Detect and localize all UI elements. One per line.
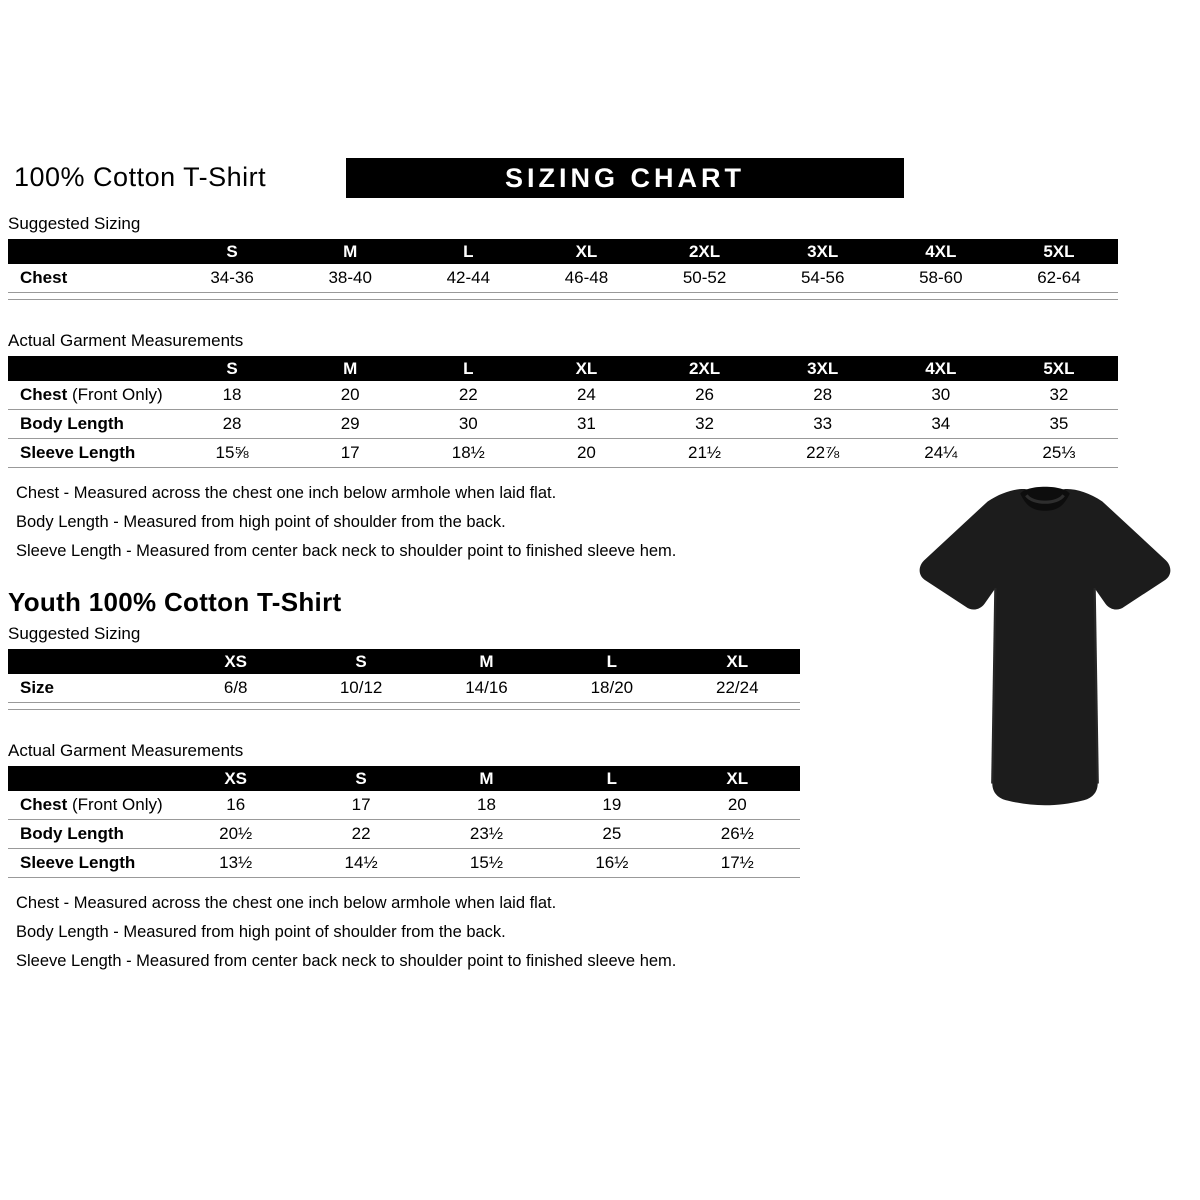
row-label-header — [8, 356, 173, 381]
measurement-value: 32 — [1000, 381, 1118, 410]
measurement-value: 15½ — [424, 849, 549, 878]
row-label: Body Length — [8, 820, 173, 849]
size-column-header: XL — [527, 356, 645, 381]
size-column-header: 3XL — [764, 239, 882, 264]
measurement-value: 24¼ — [882, 439, 1000, 468]
youth-actual-heading: Actual Garment Measurements — [8, 741, 244, 760]
size-column-header: 5XL — [1000, 239, 1118, 264]
size-column-header: S — [173, 356, 291, 381]
row-label: Body Length — [8, 410, 173, 439]
size-column-header: S — [298, 766, 423, 791]
size-table — [8, 356, 1118, 468]
adult-suggested-sizing-table — [8, 239, 1118, 300]
youth-title: Youth 100% Cotton T-Shirt — [8, 587, 342, 617]
row-label-header — [8, 766, 173, 791]
measurement-value: 35 — [1000, 410, 1118, 439]
measurement-value: 15⅝ — [173, 439, 291, 468]
youth-notes — [8, 894, 1120, 971]
note-chest: Chest - Measured across the chest one inch below armhole when laid flat. — [16, 894, 557, 912]
size-column-header: S — [173, 239, 291, 264]
row-label: Size — [8, 674, 173, 703]
measurement-value: 10/12 — [298, 674, 423, 703]
measurement-value: 62-64 — [1000, 264, 1118, 293]
page-title: 100% Cotton T-Shirt — [14, 162, 267, 192]
measurement-row — [8, 264, 1118, 293]
measurement-value: 22 — [298, 820, 423, 849]
measurement-value: 18 — [424, 791, 549, 820]
measurement-row — [8, 820, 800, 849]
measurement-value: 22/24 — [675, 674, 800, 703]
measurement-value: 30 — [409, 410, 527, 439]
measurement-value: 16½ — [549, 849, 674, 878]
title-row — [8, 158, 1120, 208]
measurement-value: 30 — [882, 381, 1000, 410]
size-table — [8, 649, 800, 703]
measurement-value: 20 — [291, 381, 409, 410]
size-column-header: L — [549, 649, 674, 674]
measurement-value: 54-56 — [764, 264, 882, 293]
measurement-value: 16 — [173, 791, 298, 820]
note-sleeve-length: Sleeve Length - Measured from center back neck to shoulder point to finished sleeve hem. — [16, 542, 677, 560]
row-label: Chest — [8, 264, 173, 293]
measurement-value: 14/16 — [424, 674, 549, 703]
size-column-header: XS — [173, 766, 298, 791]
measurement-value: 42-44 — [409, 264, 527, 293]
size-column-header: XL — [675, 649, 800, 674]
row-label: Sleeve Length — [8, 849, 173, 878]
measurement-value: 17 — [291, 439, 409, 468]
row-label: Chest (Front Only) — [8, 381, 173, 410]
measurement-value: 25 — [549, 820, 674, 849]
size-column-header: L — [409, 356, 527, 381]
measurement-row — [8, 791, 800, 820]
measurement-row — [8, 381, 1118, 410]
size-column-header: 3XL — [764, 356, 882, 381]
measurement-row — [8, 674, 800, 703]
measurement-value: 58-60 — [882, 264, 1000, 293]
size-column-header: 4XL — [882, 356, 1000, 381]
note-sleeve-length: Sleeve Length - Measured from center back neck to shoulder point to finished sleeve hem. — [16, 952, 677, 970]
row-label: Sleeve Length — [8, 439, 173, 468]
size-column-header: S — [298, 649, 423, 674]
measurement-value: 17½ — [675, 849, 800, 878]
tshirt-image — [890, 468, 1200, 848]
measurement-value: 29 — [291, 410, 409, 439]
measurement-value: 28 — [173, 410, 291, 439]
size-column-header: L — [409, 239, 527, 264]
measurement-value: 18½ — [409, 439, 527, 468]
size-table — [8, 766, 800, 878]
note-body-length: Body Length - Measured from high point of shoulder from the back. — [16, 923, 506, 941]
sizing-chart-banner — [346, 158, 904, 198]
size-column-header: XL — [527, 239, 645, 264]
measurement-value: 6/8 — [173, 674, 298, 703]
measurement-row — [8, 439, 1118, 468]
measurement-value: 22 — [409, 381, 527, 410]
row-label-header — [8, 239, 173, 264]
measurement-value: 31 — [527, 410, 645, 439]
measurement-value: 24 — [527, 381, 645, 410]
adult-suggested-heading: Suggested Sizing — [8, 214, 141, 233]
measurement-value: 21½ — [646, 439, 764, 468]
measurement-value: 26 — [646, 381, 764, 410]
measurement-value: 22⅞ — [764, 439, 882, 468]
size-column-header: 2XL — [646, 239, 764, 264]
youth-suggested-sizing-table — [8, 649, 800, 710]
measurement-row — [8, 410, 1118, 439]
adult-actual-heading: Actual Garment Measurements — [8, 331, 244, 350]
measurement-value: 50-52 — [646, 264, 764, 293]
size-column-header: XL — [675, 766, 800, 791]
measurement-value: 17 — [298, 791, 423, 820]
size-column-header: M — [424, 766, 549, 791]
measurement-value: 19 — [549, 791, 674, 820]
measurement-value: 34 — [882, 410, 1000, 439]
measurement-value: 23½ — [424, 820, 549, 849]
measurement-row — [8, 849, 800, 878]
measurement-value: 20½ — [173, 820, 298, 849]
measurement-value: 18 — [173, 381, 291, 410]
adult-actual-measurements-table — [8, 356, 1120, 468]
measurement-value: 34-36 — [173, 264, 291, 293]
measurement-value: 18/20 — [549, 674, 674, 703]
measurement-value: 13½ — [173, 849, 298, 878]
size-column-header: 2XL — [646, 356, 764, 381]
youth-suggested-heading: Suggested Sizing — [8, 624, 141, 643]
note-body-length: Body Length - Measured from high point of shoulder from the back. — [16, 513, 506, 531]
row-label: Chest (Front Only) — [8, 791, 173, 820]
measurement-value: 32 — [646, 410, 764, 439]
measurement-value: 20 — [527, 439, 645, 468]
size-column-header: M — [291, 239, 409, 264]
measurement-value: 28 — [764, 381, 882, 410]
size-table — [8, 239, 1118, 293]
size-column-header: 5XL — [1000, 356, 1118, 381]
measurement-value: 20 — [675, 791, 800, 820]
size-column-header: M — [291, 356, 409, 381]
size-column-header: M — [424, 649, 549, 674]
measurement-value: 26½ — [675, 820, 800, 849]
measurement-value: 38-40 — [291, 264, 409, 293]
measurement-value: 46-48 — [527, 264, 645, 293]
measurement-value: 25⅓ — [1000, 439, 1118, 468]
note-chest: Chest - Measured across the chest one inch below armhole when laid flat. — [16, 484, 557, 502]
measurement-value: 14½ — [298, 849, 423, 878]
size-column-header: 4XL — [882, 239, 1000, 264]
size-column-header: L — [549, 766, 674, 791]
measurement-value: 33 — [764, 410, 882, 439]
black-tshirt-graphic — [890, 468, 1200, 848]
row-label-header — [8, 649, 173, 674]
size-column-header: XS — [173, 649, 298, 674]
sizing-chart-banner-text: SIZING CHART — [505, 162, 745, 193]
